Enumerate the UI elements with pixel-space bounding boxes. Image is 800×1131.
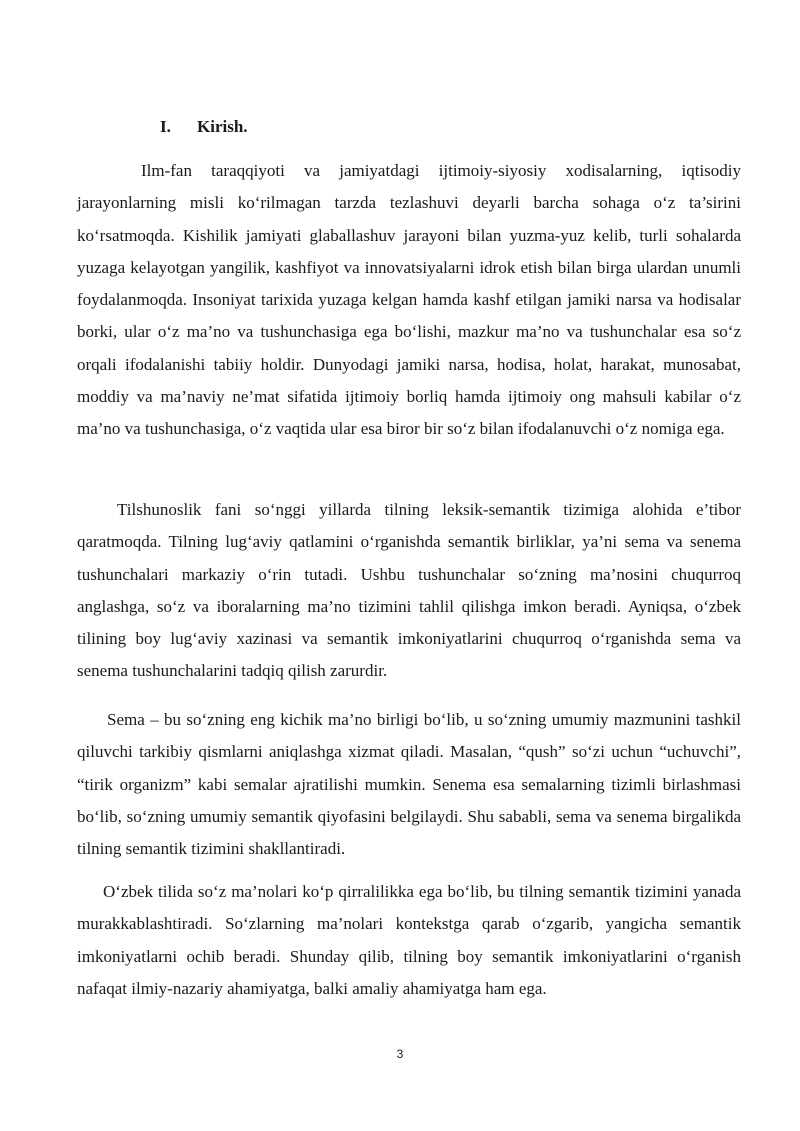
section-heading [160, 115, 248, 139]
paragraph-4: O‘zbek tilida so‘z ma’nolari ko‘p qirralilikka ega bo‘lib, bu tilning semantik tizimini yanada murakkablashtiradi. So‘zlarning ma’nolari kontekstga qarab o‘zgarib, yangicha semantik imkoniyatlarni ochib beradi. Shunday qilib, tilning boy semantik imkoniyatlarini o‘rganish nafaqat ilmiy-nazariy ahamiyatga, balki amaliy ahamiyatga ham ega. [77, 882, 741, 998]
section-number: I. [160, 117, 171, 136]
paragraph-1: Ilm-fan taraqqiyoti va jamiyatdagi ijtimoiy-siyosiy xodisalarning, iqtisodiy jarayonlarning misli ko‘rilmagan tarzda tezlashuvi deyarli barcha sohaga o‘z ta’sirini ko‘rsatmoqda. Kishilik jamiyati glaballashuv jarayoni bilan yuzma-yuz kelib, turli sohalarda yuzaga kelayotgan yangilik, kashfiyot va innovatsiyalarni idrok etish bilan birga ulardan unumli foydalanmoqda. Insoniyat tarixida yuzaga kelgan hamda kashf etilgan jamiki narsa va hodisalar borki, ular o‘z ma’no va tushunchasiga ega bo‘lishi, mazkur ma’no va tushunchalar esa so‘z orqali ifodalanishi tabiiy holdir. Dunyodagi jamiki narsa, hodisa, holat, harakat, munosabat, moddiy va ma’naviy ne’mat sifatida ijtimoiy borliq hamda ijtimoiy ong mahsuli kabilar o‘z ma’no va tushunchasiga, o‘z vaqtida ular esa biror bir so‘z bilan ifodalanuvchi o‘z nomiga ega. [77, 161, 741, 439]
page-number: 3 [396, 1047, 404, 1061]
paragraph-2: Tilshunoslik fani so‘nggi yillarda tilning leksik-semantik tizimiga alohida e’tibor qaratmoqda. Tilning lug‘aviy qatlamini o‘rganishda semantik birliklar, ya’ni sema va senema tushunchalari markaziy o‘rin tutadi. Ushbu tushunchalar so‘zning ma’nosini chuqurroq anglashga, so‘z va iboralarning ma’no tizimini tahlil qilishga imkon beradi. Ayniqsa, o‘zbek tilining boy lug‘aviy xazinasi va semantik imkoniyatlarini chuqurroq o‘rganishda sema va senema tushunchalarini tadqiq qilish zarurdir. [77, 500, 741, 681]
paragraph-3: Sema – bu so‘zning eng kichik ma’no birligi bo‘lib, u so‘zning umumiy mazmunini tashkil qiluvchi tarkibiy qismlarni aniqlashga xizmat qiladi. Masalan, “qush” so‘zi uchun “uchuvchi”, “tirik organizm” kabi semalar ajratilishi mumkin. Senema esa semalarning tizimli birlashmasi bo‘lib, so‘zning umumiy semantik qiyofasini belgilaydi. Shu sababli, sema va senema birgalikda tilning semantik tizimini shakllantiradi. [77, 710, 741, 859]
section-title: Kirish. [197, 117, 248, 136]
